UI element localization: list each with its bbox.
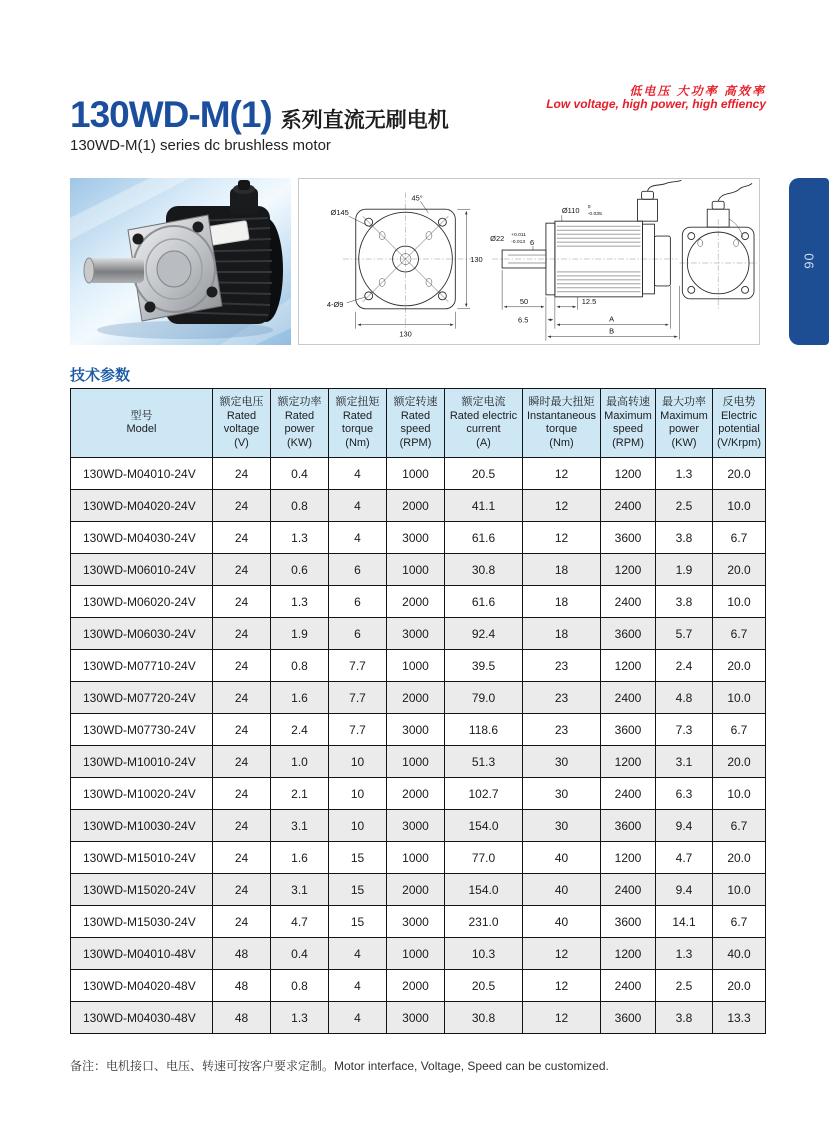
value-cell: 92.4 <box>445 618 523 650</box>
value-cell: 6 <box>329 554 387 586</box>
value-cell: 48 <box>213 938 271 970</box>
value-cell: 20.0 <box>713 458 766 490</box>
value-cell: 2.5 <box>656 490 713 522</box>
value-cell: 23 <box>523 682 601 714</box>
table-row <box>71 778 766 810</box>
drawing-rear-view <box>679 183 757 308</box>
value-cell: 2000 <box>387 490 445 522</box>
value-cell: 24 <box>213 874 271 906</box>
dim-front-height: 130 <box>470 254 483 264</box>
table-row <box>71 906 766 938</box>
value-cell: 39.5 <box>445 650 523 682</box>
value-cell: 3.8 <box>656 522 713 554</box>
value-cell: 1200 <box>601 650 656 682</box>
model-cell: 130WD-M15020-24V <box>71 874 213 906</box>
value-cell: 1.3 <box>656 458 713 490</box>
table-row <box>71 522 766 554</box>
value-cell: 30 <box>523 810 601 842</box>
value-cell: 5.7 <box>656 618 713 650</box>
model-cell: 130WD-M04030-24V <box>71 522 213 554</box>
value-cell: 18 <box>523 586 601 618</box>
table-row <box>71 554 766 586</box>
column-header: 瞬时最大扭矩 Instantaneous torque (Nm) <box>523 389 601 458</box>
model-cell: 130WD-M06020-24V <box>71 586 213 618</box>
value-cell: 10.0 <box>713 874 766 906</box>
value-cell: 0.8 <box>271 490 329 522</box>
value-cell: 3.1 <box>656 746 713 778</box>
specs-table-header-row <box>71 389 766 458</box>
table-row <box>71 810 766 842</box>
value-cell: 18 <box>523 554 601 586</box>
value-cell: 12 <box>523 1002 601 1034</box>
value-cell: 20.0 <box>713 842 766 874</box>
specs-table-body <box>71 458 766 1034</box>
value-cell: 1.9 <box>656 554 713 586</box>
value-cell: 6.7 <box>713 618 766 650</box>
value-cell: 4.8 <box>656 682 713 714</box>
model-cell: 130WD-M06010-24V <box>71 554 213 586</box>
value-cell: 4 <box>329 970 387 1002</box>
value-cell: 9.4 <box>656 874 713 906</box>
model-cell: 130WD-M07720-24V <box>71 682 213 714</box>
product-photo <box>70 178 291 345</box>
value-cell: 1200 <box>601 938 656 970</box>
value-cell: 118.6 <box>445 714 523 746</box>
column-header: 额定电压 Rated voltage (V) <box>213 389 271 458</box>
value-cell: 3600 <box>601 618 656 650</box>
value-cell: 14.1 <box>656 906 713 938</box>
value-cell: 3.8 <box>656 586 713 618</box>
technical-drawings <box>298 178 760 345</box>
value-cell: 2.4 <box>656 650 713 682</box>
value-cell: 0.4 <box>271 938 329 970</box>
value-cell: 10.0 <box>713 682 766 714</box>
value-cell: 24 <box>213 746 271 778</box>
column-header: 额定电流 Rated electric current (A) <box>445 389 523 458</box>
value-cell: 6.7 <box>713 522 766 554</box>
value-cell: 24 <box>213 906 271 938</box>
tagline-en: Low voltage, high power, high effiency <box>546 97 766 111</box>
value-cell: 3.1 <box>271 810 329 842</box>
column-header: 型号 Model <box>71 389 213 458</box>
column-header: 最高转速 Maximum speed (RPM) <box>601 389 656 458</box>
value-cell: 3600 <box>601 810 656 842</box>
value-cell: 61.6 <box>445 522 523 554</box>
dim-side-key-width: 6 <box>529 238 535 248</box>
value-cell: 9.4 <box>656 810 713 842</box>
value-cell: 4.7 <box>656 842 713 874</box>
specs-table <box>70 388 766 1034</box>
model-cell: 130WD-M10010-24V <box>71 746 213 778</box>
dim-side-boss-diameter: Ø110 0 -0.035 <box>561 205 602 218</box>
value-cell: 10.0 <box>713 490 766 522</box>
value-cell: 23 <box>523 650 601 682</box>
value-cell: 20.0 <box>713 650 766 682</box>
value-cell: 3600 <box>601 522 656 554</box>
value-cell: 20.5 <box>445 970 523 1002</box>
value-cell: 6.7 <box>713 714 766 746</box>
drawing-side-view <box>490 180 681 340</box>
model-cell: 130WD-M06030-24V <box>71 618 213 650</box>
value-cell: 231.0 <box>445 906 523 938</box>
value-cell: 7.7 <box>329 682 387 714</box>
value-cell: 1.3 <box>271 1002 329 1034</box>
column-header: 最大功率 Maximum power (KW) <box>656 389 713 458</box>
page-number-tab <box>789 178 829 345</box>
table-row <box>71 490 766 522</box>
value-cell: 24 <box>213 650 271 682</box>
value-cell: 2.4 <box>271 714 329 746</box>
value-cell: 4 <box>329 458 387 490</box>
value-cell: 7.3 <box>656 714 713 746</box>
table-row <box>71 746 766 778</box>
value-cell: 24 <box>213 618 271 650</box>
value-cell: 1.3 <box>271 522 329 554</box>
value-cell: 3600 <box>601 1002 656 1034</box>
value-cell: 24 <box>213 522 271 554</box>
dim-side-boss-length: 12.5 <box>581 296 597 306</box>
value-cell: 2.5 <box>656 970 713 1002</box>
value-cell: 1000 <box>387 746 445 778</box>
value-cell: 40 <box>523 906 601 938</box>
value-cell: 24 <box>213 810 271 842</box>
value-cell: 2000 <box>387 778 445 810</box>
value-cell: 6.3 <box>656 778 713 810</box>
table-row <box>71 682 766 714</box>
table-row <box>71 1002 766 1034</box>
value-cell: 51.3 <box>445 746 523 778</box>
value-cell: 13.3 <box>713 1002 766 1034</box>
value-cell: 6.7 <box>713 810 766 842</box>
value-cell: 2400 <box>601 586 656 618</box>
table-row <box>71 842 766 874</box>
section-heading: 技术参数 <box>70 367 131 384</box>
column-header: 额定扭矩 Rated torque (Nm) <box>329 389 387 458</box>
value-cell: 1200 <box>601 746 656 778</box>
value-cell: 61.6 <box>445 586 523 618</box>
table-row <box>71 938 766 970</box>
value-cell: 1.9 <box>271 618 329 650</box>
value-cell: 24 <box>213 842 271 874</box>
value-cell: 48 <box>213 970 271 1002</box>
value-cell: 154.0 <box>445 874 523 906</box>
dim-side-shaft-length: 50 <box>519 296 529 306</box>
value-cell: 102.7 <box>445 778 523 810</box>
footer-note: 备注：电机接口、电压、转速可按客户要求定制。Motor interface, Voltage, Speed can be customized. <box>70 1059 609 1073</box>
value-cell: 0.4 <box>271 458 329 490</box>
value-cell: 3.1 <box>271 874 329 906</box>
model-cell: 130WD-M15010-24V <box>71 842 213 874</box>
page-title <box>70 94 449 136</box>
value-cell: 79.0 <box>445 682 523 714</box>
value-cell: 1.3 <box>271 586 329 618</box>
value-cell: 6 <box>329 618 387 650</box>
value-cell: 6 <box>329 586 387 618</box>
value-cell: 10 <box>329 810 387 842</box>
value-cell: 6.7 <box>713 906 766 938</box>
value-cell: 20.0 <box>713 746 766 778</box>
model-cell: 130WD-M10020-24V <box>71 778 213 810</box>
value-cell: 77.0 <box>445 842 523 874</box>
value-cell: 154.0 <box>445 810 523 842</box>
dim-side-length-b: B <box>609 326 615 336</box>
value-cell: 1000 <box>387 458 445 490</box>
model-cell: 130WD-M10030-24V <box>71 810 213 842</box>
value-cell: 2400 <box>601 682 656 714</box>
value-cell: 7.7 <box>329 650 387 682</box>
value-cell: 2400 <box>601 778 656 810</box>
value-cell: 4 <box>329 522 387 554</box>
value-cell: 3000 <box>387 522 445 554</box>
value-cell: 20.0 <box>713 970 766 1002</box>
value-cell: 12 <box>523 970 601 1002</box>
value-cell: 30.8 <box>445 1002 523 1034</box>
value-cell: 24 <box>213 586 271 618</box>
value-cell: 24 <box>213 554 271 586</box>
dim-front-holes: 4-Ø9 <box>326 299 344 309</box>
value-cell: 1000 <box>387 842 445 874</box>
value-cell: 4 <box>329 1002 387 1034</box>
dim-side-shaft-diameter: Ø22 +0.011 -0.013 <box>490 233 527 246</box>
value-cell: 4 <box>329 938 387 970</box>
value-cell: 0.6 <box>271 554 329 586</box>
value-cell: 40 <box>523 874 601 906</box>
value-cell: 24 <box>213 682 271 714</box>
value-cell: 1.0 <box>271 746 329 778</box>
value-cell: 1000 <box>387 554 445 586</box>
value-cell: 1200 <box>601 842 656 874</box>
table-row <box>71 618 766 650</box>
value-cell: 0.8 <box>271 650 329 682</box>
value-cell: 1200 <box>601 458 656 490</box>
value-cell: 7.7 <box>329 714 387 746</box>
value-cell: 18 <box>523 618 601 650</box>
tagline-cn: 低电压 大功率 高效率 <box>629 84 766 98</box>
value-cell: 1.6 <box>271 682 329 714</box>
dim-front-diameter: Ø145 <box>330 208 349 218</box>
value-cell: 3000 <box>387 618 445 650</box>
value-cell: 10 <box>329 778 387 810</box>
model-cell: 130WD-M07710-24V <box>71 650 213 682</box>
value-cell: 3000 <box>387 810 445 842</box>
table-row <box>71 874 766 906</box>
value-cell: 3000 <box>387 906 445 938</box>
value-cell: 24 <box>213 778 271 810</box>
value-cell: 2400 <box>601 970 656 1002</box>
column-header: 额定转速 Rated speed (RPM) <box>387 389 445 458</box>
value-cell: 41.1 <box>445 490 523 522</box>
value-cell: 0.8 <box>271 970 329 1002</box>
dim-side-length-a: A <box>609 314 615 324</box>
table-row <box>71 714 766 746</box>
value-cell: 20.0 <box>713 554 766 586</box>
drawing-front-view <box>327 192 483 338</box>
page-title-model: 130WD-M(1) <box>70 94 272 135</box>
table-row <box>71 650 766 682</box>
column-header: 反电势 Electric potential (V/Krpm) <box>713 389 766 458</box>
value-cell: 3600 <box>601 906 656 938</box>
value-cell: 1.6 <box>271 842 329 874</box>
tagline <box>546 85 766 111</box>
value-cell: 10 <box>329 746 387 778</box>
value-cell: 12 <box>523 490 601 522</box>
value-cell: 12 <box>523 938 601 970</box>
table-row <box>71 970 766 1002</box>
value-cell: 2000 <box>387 970 445 1002</box>
value-cell: 12 <box>523 458 601 490</box>
model-cell: 130WD-M04020-48V <box>71 970 213 1002</box>
value-cell: 30 <box>523 778 601 810</box>
page-title-suffix: 系列直流无刷电机 <box>280 109 449 132</box>
dim-side-flange-thickness: 6.5 <box>518 315 529 325</box>
dim-front-width: 130 <box>399 329 412 339</box>
value-cell: 2000 <box>387 874 445 906</box>
value-cell: 30.8 <box>445 554 523 586</box>
value-cell: 2400 <box>601 490 656 522</box>
value-cell: 3000 <box>387 1002 445 1034</box>
column-header: 额定功率 Rated power (KW) <box>271 389 329 458</box>
page-number: 06 <box>801 253 817 270</box>
value-cell: 1000 <box>387 938 445 970</box>
value-cell: 4.7 <box>271 906 329 938</box>
model-cell: 130WD-M07730-24V <box>71 714 213 746</box>
value-cell: 1200 <box>601 554 656 586</box>
value-cell: 15 <box>329 874 387 906</box>
value-cell: 2000 <box>387 586 445 618</box>
value-cell: 1.3 <box>656 938 713 970</box>
value-cell: 15 <box>329 906 387 938</box>
table-row <box>71 586 766 618</box>
value-cell: 23 <box>523 714 601 746</box>
model-cell: 130WD-M04030-48V <box>71 1002 213 1034</box>
model-cell: 130WD-M15030-24V <box>71 906 213 938</box>
value-cell: 3000 <box>387 714 445 746</box>
table-row <box>71 458 766 490</box>
value-cell: 2.1 <box>271 778 329 810</box>
value-cell: 24 <box>213 714 271 746</box>
value-cell: 40.0 <box>713 938 766 970</box>
model-cell: 130WD-M04010-24V <box>71 458 213 490</box>
dim-front-angle: 45° <box>411 193 423 203</box>
value-cell: 30 <box>523 746 601 778</box>
value-cell: 3600 <box>601 714 656 746</box>
technical-drawings-svg <box>299 179 759 344</box>
value-cell: 1000 <box>387 650 445 682</box>
value-cell: 12 <box>523 522 601 554</box>
value-cell: 2000 <box>387 682 445 714</box>
value-cell: 2400 <box>601 874 656 906</box>
value-cell: 40 <box>523 842 601 874</box>
model-cell: 130WD-M04010-48V <box>71 938 213 970</box>
value-cell: 10.0 <box>713 586 766 618</box>
value-cell: 24 <box>213 490 271 522</box>
value-cell: 10.0 <box>713 778 766 810</box>
value-cell: 3.8 <box>656 1002 713 1034</box>
value-cell: 24 <box>213 458 271 490</box>
value-cell: 15 <box>329 842 387 874</box>
value-cell: 10.3 <box>445 938 523 970</box>
page-subtitle: 130WD-M(1) series dc brushless motor <box>70 137 331 154</box>
model-cell: 130WD-M04020-24V <box>71 490 213 522</box>
value-cell: 4 <box>329 490 387 522</box>
value-cell: 20.5 <box>445 458 523 490</box>
value-cell: 48 <box>213 1002 271 1034</box>
